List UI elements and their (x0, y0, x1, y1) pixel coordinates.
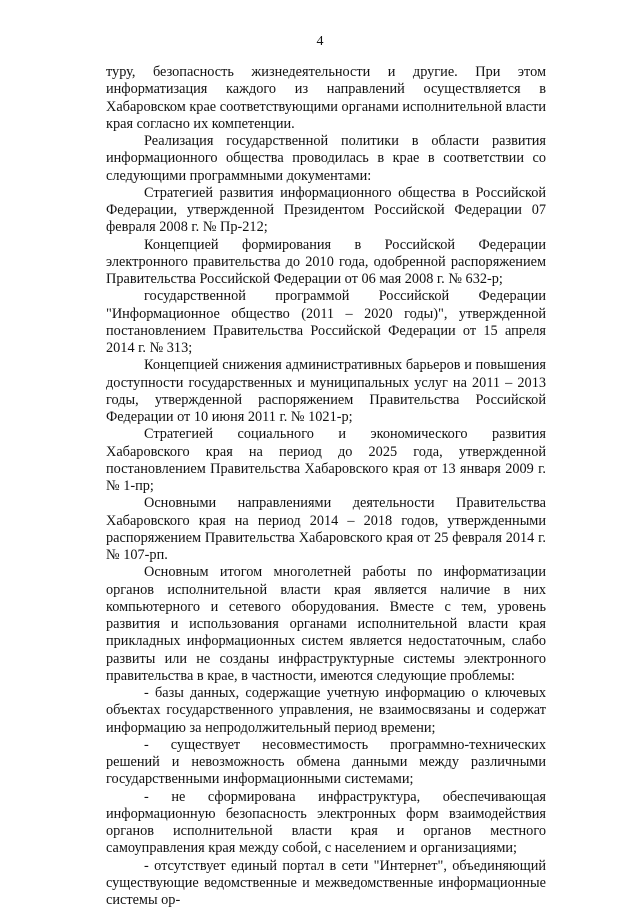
paragraph-egov-concept: Концепцией формирования в Российской Федерации электронного правительства до 2010 года, одобренной распоряжением Правительства Российской Федерации от 06 мая 2008 г. № 632-р; (106, 237, 546, 289)
list-item-databases: - базы данных, содержащие учетную информацию о ключевых объектах государственного управления, не взаимосвязаны и содержат информацию за непродолжительный период времени; (106, 685, 546, 737)
paragraph-government-directions: Основными направлениями деятельности Правительства Хабаровского края на период 2014 – 2018 годов, утвержденными распоряжением Правительства Хабаровского края от 25 февраля 2014 г. № 107-рп. (106, 495, 546, 564)
page-number: 4 (0, 34, 640, 50)
paragraph-regional-strategy: Стратегией социального и экономического развития Хабаровского края на период до 2025 года, утвержденной постановлением Правительства Хабаровского края от 13 января 2009 г. № 1-пр; (106, 426, 546, 495)
list-item-portal: - отсутствует единый портал в сети "Интернет", объединяющий существующие ведомственные и межведомственные информационные системы ор- (106, 858, 546, 909)
paragraph-state-program: государственной программой Российской Федерации "Информационное общество (2011 – 2020 годы)", утвержденной постановлением Правительства Российской Федерации от 15 апреля 2014 г. № 313; (106, 288, 546, 357)
paragraph-policy-intro: Реализация государственной политики в области развития информационного общества проводилась в крае в соответствии со следующими программными документами: (106, 133, 546, 185)
paragraph-continuation: туру, безопасность жизнедеятельности и другие. При этом информатизация каждого из направлений осуществляется в Хабаровском крае соответствующими органами исполнительной власти края согласно их компетенции. (106, 64, 546, 133)
list-item-incompatibility: - существует несовместимость программно-технических решений и невозможность обмена данными между различными государственными информационными системами; (106, 737, 546, 789)
document-body (106, 64, 546, 909)
paragraph-strategy-2008: Стратегией развития информационного общества в Российской Федерации, утвержденной Президентом Российской Федерации 07 февраля 2008 г. № Пр-212; (106, 185, 546, 237)
list-item-security-infrastructure: - не сформирована инфраструктура, обеспечивающая информационную безопасность электронных форм взаимодействия органов исполнительной власти края и органов местного самоуправления края между собой, с населением и организациями; (106, 789, 546, 858)
paragraph-main-result: Основным итогом многолетней работы по информатизации органов исполнительной власти края является наличие в них компьютерного и сетевого оборудования. Вместе с тем, уровень развития и использования органами исполнительной власти края прикладных информационных систем является недостаточным, слабо развиты или не созданы инфраструктурные системы электронного правительства в крае, в частности, имеются следующие проблемы: (106, 564, 546, 685)
paragraph-admin-barriers: Концепцией снижения административных барьеров и повышения доступности государственных и муниципальных услуг на 2011 – 2013 годы, утвержденной распоряжением Правительства Российской Федерации от 10 июня 2011 г. № 1021-р; (106, 357, 546, 426)
